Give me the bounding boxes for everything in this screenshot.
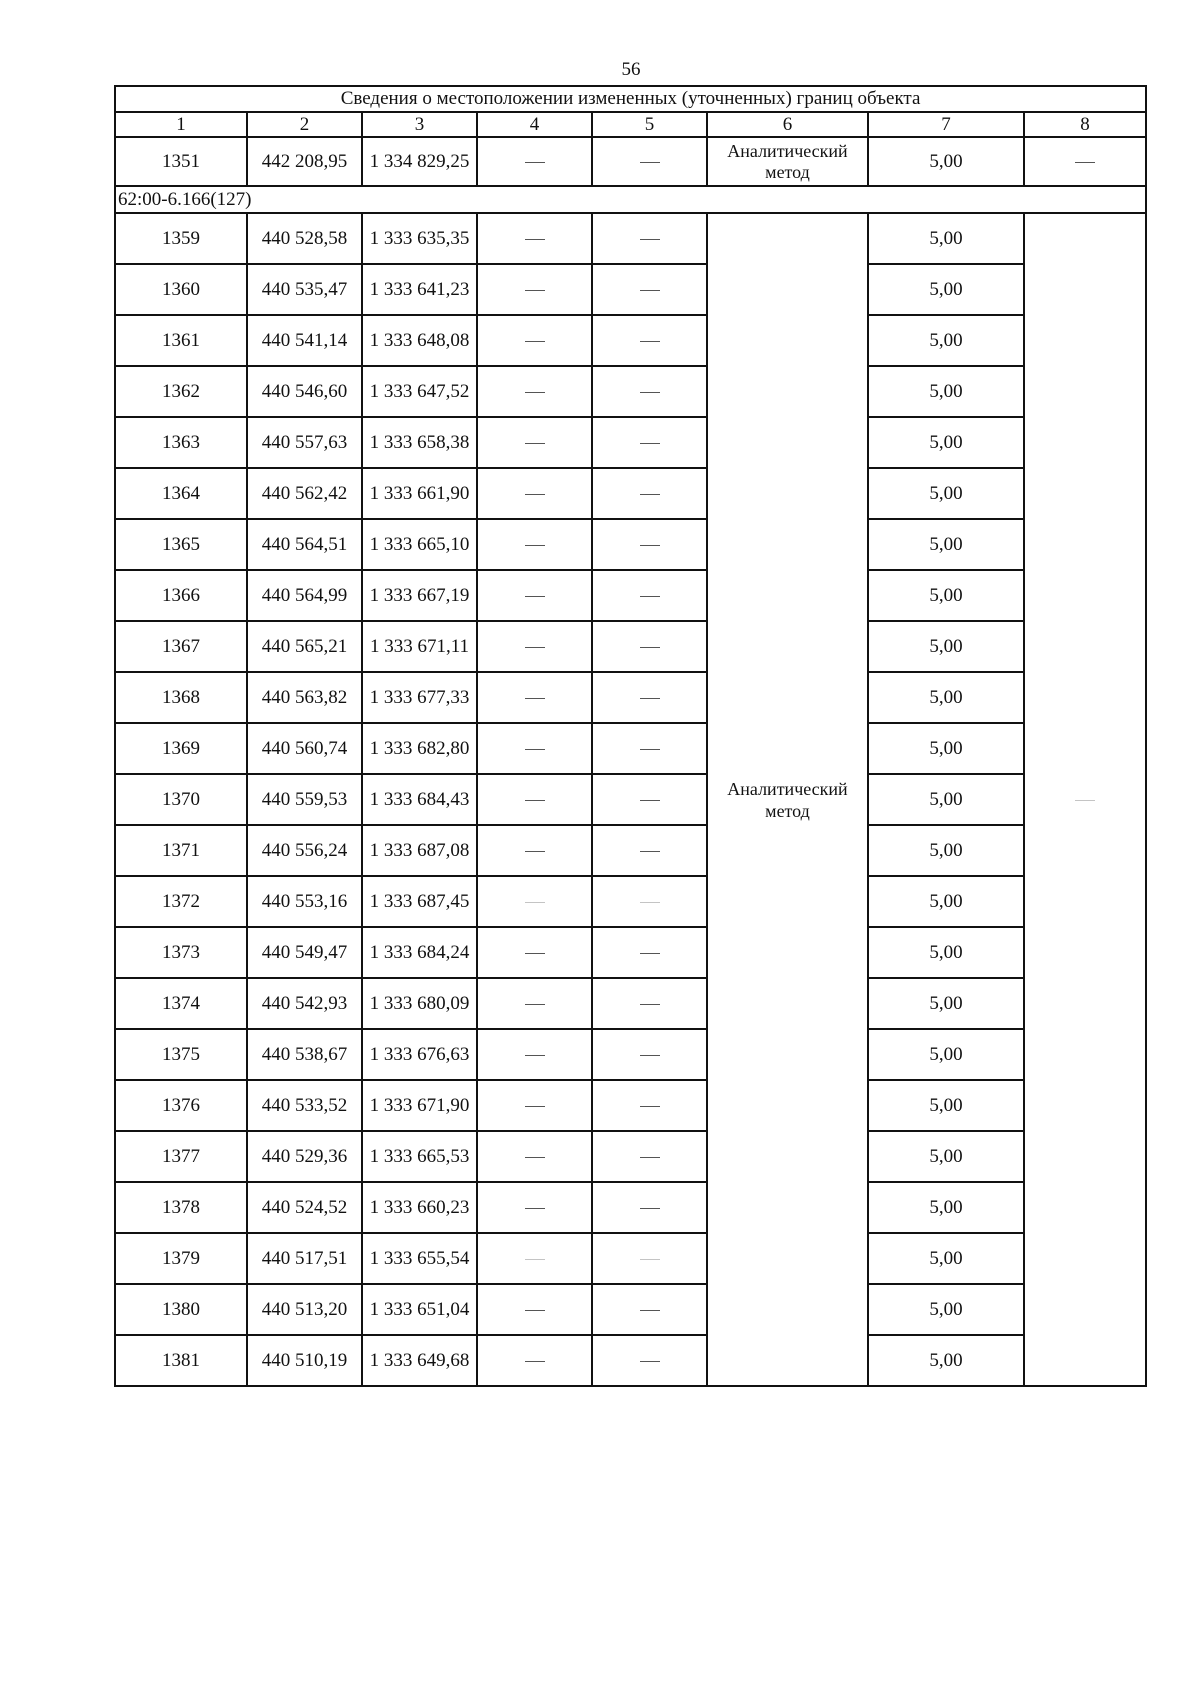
point-number-cell: 1365 <box>115 519 247 570</box>
table-caption: Сведения о местоположении измененных (уточненных) границ объекта <box>115 86 1146 112</box>
column-4-cell <box>477 213 592 264</box>
column-4-cell <box>477 264 592 315</box>
method-cell: Аналитический метод <box>707 213 868 1386</box>
column-5-cell <box>592 315 707 366</box>
y-coordinate-cell: 1 333 687,45 <box>362 876 477 927</box>
column-5-cell <box>592 1131 707 1182</box>
em-dash <box>525 162 545 163</box>
table-row <box>115 315 1146 366</box>
em-dash <box>525 1208 545 1209</box>
accuracy-cell: 5,00 <box>868 825 1024 876</box>
em-dash <box>640 1106 660 1107</box>
y-coordinate-cell: 1 333 687,08 <box>362 825 477 876</box>
em-dash <box>640 392 660 393</box>
accuracy-cell: 5,00 <box>868 1080 1024 1131</box>
column-number: 3 <box>362 112 477 137</box>
point-number-cell: 1376 <box>115 1080 247 1131</box>
column-5-cell <box>592 621 707 672</box>
table-row <box>115 1284 1146 1335</box>
section-label: 62:00-6.166(127) <box>115 186 1146 213</box>
table-row <box>115 1233 1146 1284</box>
column-5-cell <box>592 213 707 264</box>
accuracy-cell: 5,00 <box>868 264 1024 315</box>
column-5-cell <box>592 468 707 519</box>
point-number-cell: 1375 <box>115 1029 247 1080</box>
x-coordinate-cell: 442 208,95 <box>247 137 362 186</box>
em-dash <box>525 494 545 495</box>
point-number-cell: 1368 <box>115 672 247 723</box>
column-4-cell <box>477 570 592 621</box>
em-dash <box>640 902 660 903</box>
accuracy-cell: 5,00 <box>868 723 1024 774</box>
x-coordinate-cell: 440 533,52 <box>247 1080 362 1131</box>
point-number-cell: 1366 <box>115 570 247 621</box>
accuracy-cell: 5,00 <box>868 1335 1024 1386</box>
em-dash <box>640 1055 660 1056</box>
column-4-cell <box>477 468 592 519</box>
em-dash <box>640 494 660 495</box>
column-4-cell <box>477 1131 592 1182</box>
column-4-cell <box>477 137 592 186</box>
y-coordinate-cell: 1 333 682,80 <box>362 723 477 774</box>
y-coordinate-cell: 1 333 684,43 <box>362 774 477 825</box>
column-5-cell <box>592 774 707 825</box>
point-number-cell: 1374 <box>115 978 247 1029</box>
column-number: 5 <box>592 112 707 137</box>
table-row <box>115 570 1146 621</box>
accuracy-cell: 5,00 <box>868 927 1024 978</box>
y-coordinate-cell: 1 333 651,04 <box>362 1284 477 1335</box>
point-number-cell: 1361 <box>115 315 247 366</box>
column-5-cell <box>592 264 707 315</box>
em-dash <box>525 1259 545 1260</box>
column-number: 4 <box>477 112 592 137</box>
accuracy-cell: 5,00 <box>868 774 1024 825</box>
y-coordinate-cell: 1 333 647,52 <box>362 366 477 417</box>
x-coordinate-cell: 440 541,14 <box>247 315 362 366</box>
y-coordinate-cell: 1 333 649,68 <box>362 1335 477 1386</box>
accuracy-cell: 5,00 <box>868 672 1024 723</box>
em-dash <box>640 596 660 597</box>
column-5-cell <box>592 1029 707 1080</box>
y-coordinate-cell: 1 333 671,11 <box>362 621 477 672</box>
table-caption-row <box>115 86 1146 112</box>
column-5-cell <box>592 876 707 927</box>
em-dash <box>525 341 545 342</box>
x-coordinate-cell: 440 524,52 <box>247 1182 362 1233</box>
column-5-cell <box>592 1335 707 1386</box>
em-dash <box>640 545 660 546</box>
accuracy-cell: 5,00 <box>868 417 1024 468</box>
x-coordinate-cell: 440 564,51 <box>247 519 362 570</box>
column-5-cell <box>592 672 707 723</box>
accuracy-cell: 5,00 <box>868 315 1024 366</box>
column-number: 6 <box>707 112 868 137</box>
column-number: 2 <box>247 112 362 137</box>
column-5-cell <box>592 723 707 774</box>
point-number-cell: 1362 <box>115 366 247 417</box>
column-4-cell <box>477 672 592 723</box>
em-dash <box>525 1055 545 1056</box>
table-row <box>115 1029 1146 1080</box>
point-number-cell: 1372 <box>115 876 247 927</box>
accuracy-cell: 5,00 <box>868 876 1024 927</box>
x-coordinate-cell: 440 528,58 <box>247 213 362 264</box>
accuracy-cell: 5,00 <box>868 570 1024 621</box>
column-4-cell <box>477 1335 592 1386</box>
column-4-cell <box>477 927 592 978</box>
point-number-cell: 1351 <box>115 137 247 186</box>
em-dash <box>640 1208 660 1209</box>
point-number-cell: 1373 <box>115 927 247 978</box>
column-5-cell <box>592 519 707 570</box>
column-5-cell <box>592 137 707 186</box>
y-coordinate-cell: 1 333 660,23 <box>362 1182 477 1233</box>
point-number-cell: 1359 <box>115 213 247 264</box>
em-dash <box>525 290 545 291</box>
column-5-cell <box>592 570 707 621</box>
column-number: 8 <box>1024 112 1146 137</box>
column-4-cell <box>477 978 592 1029</box>
x-coordinate-cell: 440 559,53 <box>247 774 362 825</box>
column-5-cell <box>592 1080 707 1131</box>
table-row <box>115 468 1146 519</box>
accuracy-cell: 5,00 <box>868 1233 1024 1284</box>
section-header-row <box>115 186 1146 213</box>
em-dash <box>525 443 545 444</box>
y-coordinate-cell: 1 333 667,19 <box>362 570 477 621</box>
column-4-cell <box>477 723 592 774</box>
x-coordinate-cell: 440 565,21 <box>247 621 362 672</box>
em-dash <box>640 851 660 852</box>
em-dash <box>525 545 545 546</box>
em-dash <box>640 290 660 291</box>
column-5-cell <box>592 417 707 468</box>
accuracy-cell: 5,00 <box>868 1284 1024 1335</box>
column-5-cell <box>592 1233 707 1284</box>
point-number-cell: 1371 <box>115 825 247 876</box>
column-number: 7 <box>868 112 1024 137</box>
em-dash <box>525 647 545 648</box>
method-cell: Аналитический метод <box>707 137 868 186</box>
table-row <box>115 927 1146 978</box>
table-row <box>115 137 1146 186</box>
column-8-cell <box>1024 137 1146 186</box>
y-coordinate-cell: 1 333 658,38 <box>362 417 477 468</box>
em-dash <box>525 953 545 954</box>
x-coordinate-cell: 440 553,16 <box>247 876 362 927</box>
em-dash <box>525 800 545 801</box>
accuracy-cell: 5,00 <box>868 137 1024 186</box>
column-4-cell <box>477 1080 592 1131</box>
table-row <box>115 417 1146 468</box>
column-4-cell <box>477 876 592 927</box>
em-dash <box>640 1157 660 1158</box>
em-dash <box>525 596 545 597</box>
table-row <box>115 672 1146 723</box>
em-dash <box>525 239 545 240</box>
y-coordinate-cell: 1 333 680,09 <box>362 978 477 1029</box>
point-number-cell: 1381 <box>115 1335 247 1386</box>
em-dash <box>640 341 660 342</box>
em-dash <box>640 1361 660 1362</box>
table-row <box>115 1080 1146 1131</box>
point-number-cell: 1367 <box>115 621 247 672</box>
y-coordinate-cell: 1 333 661,90 <box>362 468 477 519</box>
em-dash <box>640 239 660 240</box>
point-number-cell: 1360 <box>115 264 247 315</box>
column-number-row <box>115 112 1146 137</box>
point-number-cell: 1363 <box>115 417 247 468</box>
x-coordinate-cell: 440 549,47 <box>247 927 362 978</box>
x-coordinate-cell: 440 529,36 <box>247 1131 362 1182</box>
accuracy-cell: 5,00 <box>868 978 1024 1029</box>
column-4-cell <box>477 825 592 876</box>
em-dash <box>1075 162 1095 163</box>
y-coordinate-cell: 1 333 676,63 <box>362 1029 477 1080</box>
y-coordinate-cell: 1 334 829,25 <box>362 137 477 186</box>
em-dash <box>1075 800 1095 801</box>
accuracy-cell: 5,00 <box>868 1182 1024 1233</box>
em-dash <box>525 749 545 750</box>
em-dash <box>525 902 545 903</box>
y-coordinate-cell: 1 333 648,08 <box>362 315 477 366</box>
em-dash <box>640 647 660 648</box>
y-coordinate-cell: 1 333 684,24 <box>362 927 477 978</box>
x-coordinate-cell: 440 542,93 <box>247 978 362 1029</box>
x-coordinate-cell: 440 535,47 <box>247 264 362 315</box>
column-4-cell <box>477 1182 592 1233</box>
column-4-cell <box>477 1233 592 1284</box>
column-4-cell <box>477 1029 592 1080</box>
em-dash <box>640 749 660 750</box>
table-row <box>115 723 1146 774</box>
table-row <box>115 1182 1146 1233</box>
em-dash <box>640 162 660 163</box>
accuracy-cell: 5,00 <box>868 213 1024 264</box>
accuracy-cell: 5,00 <box>868 519 1024 570</box>
accuracy-cell: 5,00 <box>868 366 1024 417</box>
x-coordinate-cell: 440 517,51 <box>247 1233 362 1284</box>
page-number: 56 <box>621 59 641 80</box>
accuracy-cell: 5,00 <box>868 621 1024 672</box>
em-dash <box>640 698 660 699</box>
point-number-cell: 1377 <box>115 1131 247 1182</box>
column-5-cell <box>592 978 707 1029</box>
table-row <box>115 1335 1146 1386</box>
table-row <box>115 825 1146 876</box>
y-coordinate-cell: 1 333 665,53 <box>362 1131 477 1182</box>
column-5-cell <box>592 1182 707 1233</box>
column-5-cell <box>592 825 707 876</box>
column-8-cell <box>1024 213 1146 1386</box>
em-dash <box>640 800 660 801</box>
y-coordinate-cell: 1 333 671,90 <box>362 1080 477 1131</box>
x-coordinate-cell: 440 563,82 <box>247 672 362 723</box>
em-dash <box>525 1361 545 1362</box>
x-coordinate-cell: 440 562,42 <box>247 468 362 519</box>
point-number-cell: 1364 <box>115 468 247 519</box>
em-dash <box>525 1004 545 1005</box>
em-dash <box>525 698 545 699</box>
column-5-cell <box>592 366 707 417</box>
y-coordinate-cell: 1 333 641,23 <box>362 264 477 315</box>
x-coordinate-cell: 440 510,19 <box>247 1335 362 1386</box>
table-row <box>115 519 1146 570</box>
table-body <box>115 86 1146 1386</box>
em-dash <box>525 851 545 852</box>
em-dash <box>525 1106 545 1107</box>
column-4-cell <box>477 621 592 672</box>
table-row <box>115 264 1146 315</box>
y-coordinate-cell: 1 333 665,10 <box>362 519 477 570</box>
x-coordinate-cell: 440 513,20 <box>247 1284 362 1335</box>
em-dash <box>640 443 660 444</box>
column-number: 1 <box>115 112 247 137</box>
x-coordinate-cell: 440 560,74 <box>247 723 362 774</box>
em-dash <box>640 1004 660 1005</box>
em-dash <box>640 1310 660 1311</box>
em-dash <box>640 953 660 954</box>
column-4-cell <box>477 366 592 417</box>
point-number-cell: 1379 <box>115 1233 247 1284</box>
em-dash <box>525 392 545 393</box>
boundary-coordinates-table <box>114 85 1147 1387</box>
table-row <box>115 876 1146 927</box>
point-number-cell: 1370 <box>115 774 247 825</box>
x-coordinate-cell: 440 546,60 <box>247 366 362 417</box>
column-4-cell <box>477 315 592 366</box>
column-4-cell <box>477 774 592 825</box>
x-coordinate-cell: 440 556,24 <box>247 825 362 876</box>
x-coordinate-cell: 440 564,99 <box>247 570 362 621</box>
table-row <box>115 978 1146 1029</box>
table-row <box>115 774 1146 825</box>
accuracy-cell: 5,00 <box>868 468 1024 519</box>
point-number-cell: 1380 <box>115 1284 247 1335</box>
column-4-cell <box>477 417 592 468</box>
em-dash <box>640 1259 660 1260</box>
accuracy-cell: 5,00 <box>868 1131 1024 1182</box>
x-coordinate-cell: 440 557,63 <box>247 417 362 468</box>
column-5-cell <box>592 927 707 978</box>
x-coordinate-cell: 440 538,67 <box>247 1029 362 1080</box>
em-dash <box>525 1310 545 1311</box>
point-number-cell: 1378 <box>115 1182 247 1233</box>
column-4-cell <box>477 1284 592 1335</box>
point-number-cell: 1369 <box>115 723 247 774</box>
table-row <box>115 366 1146 417</box>
accuracy-cell: 5,00 <box>868 1029 1024 1080</box>
table-row <box>115 621 1146 672</box>
table-row <box>115 213 1146 264</box>
column-4-cell <box>477 519 592 570</box>
table-row <box>115 1131 1146 1182</box>
em-dash <box>525 1157 545 1158</box>
y-coordinate-cell: 1 333 635,35 <box>362 213 477 264</box>
y-coordinate-cell: 1 333 655,54 <box>362 1233 477 1284</box>
column-5-cell <box>592 1284 707 1335</box>
y-coordinate-cell: 1 333 677,33 <box>362 672 477 723</box>
